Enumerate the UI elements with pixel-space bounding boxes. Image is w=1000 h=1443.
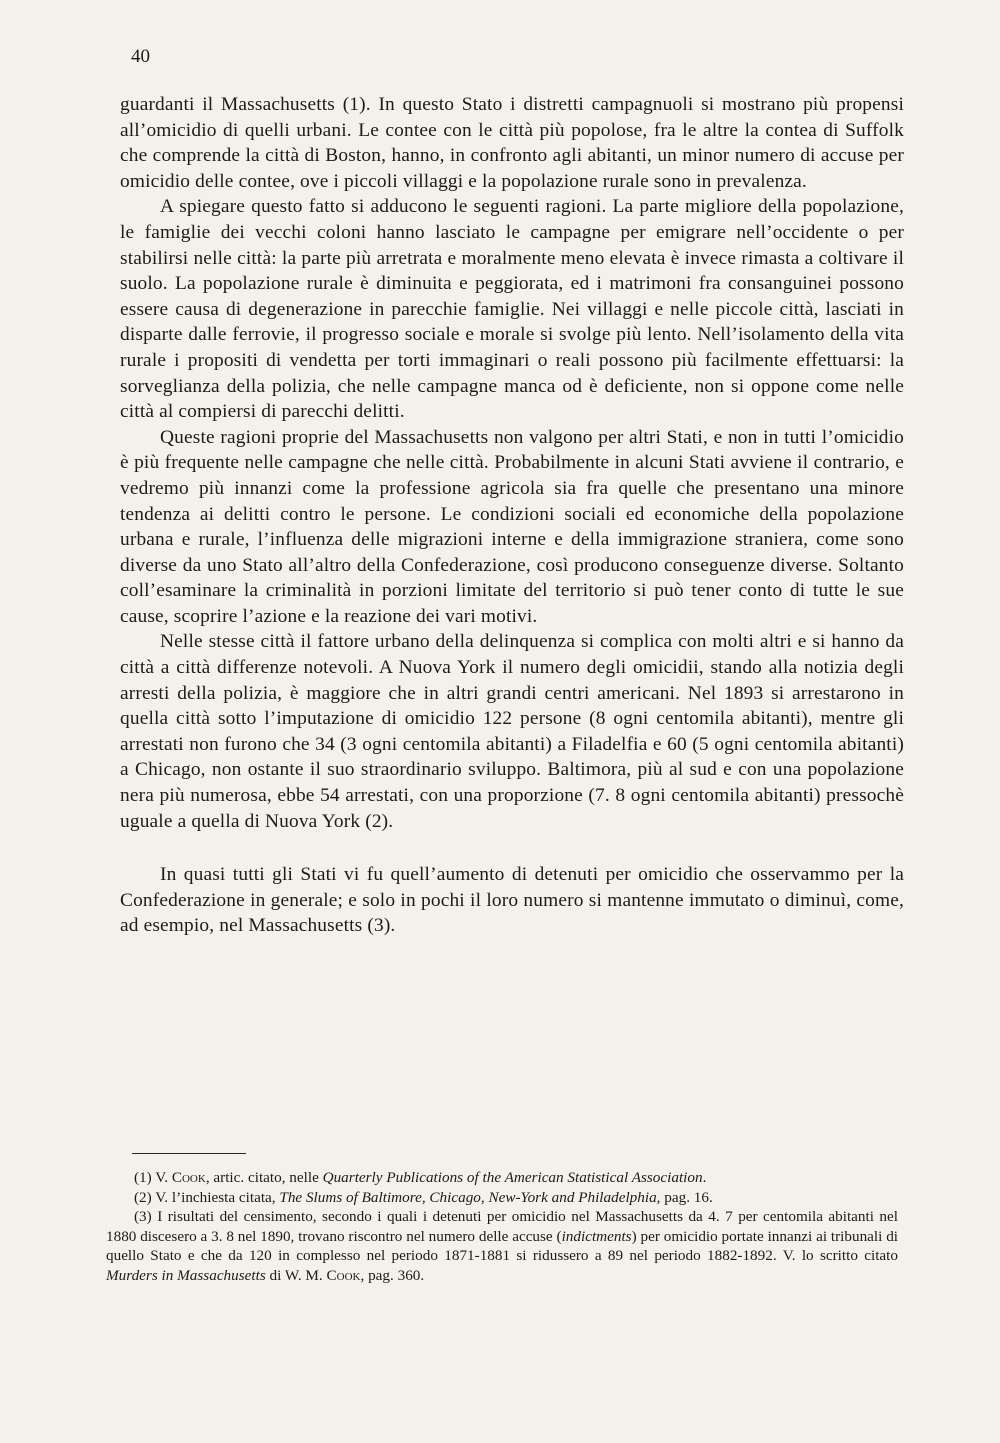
footnote-text: . [702,1169,707,1186]
footnote-text: ) per omicidio portate innanzi ai tribunali di quello Stato e che da 120 in complesso nel periodo 1871-1881 si ridussero a 89 nel periodo 1882-1892. V. lo scritto citato [106,1227,899,1265]
paragraph-4: Nelle stesse città il fattore urbano della delinquenza si complica con molti altri e si hanno da città a città differenze notevoli. A Nuova York il numero degli omicidii, stando alla notizia degli arresti della polizia, è maggiore che in altri grandi centri americani. Nel 1893 si arrestarono in quella città sotto l’imputazione di omicidio 122 persone (8 ogni centomila abitanti), mentre gli arrestati non furono che 34 (3 ogni centomila abitanti) a Filadelfia e 60 (5 ogni centomila abitanti) a Chicago, non ostante il suo straordinario sviluppo. Baltimora, più al sud e con una popolazione nera più numerosa, ebbe 54 arrestati, con una proporzione (7. 8 ogni centomila abitanti) pressochè uguale a quella di Nuova York (2). [120,631,904,832]
footnote-1 [106,1168,898,1188]
footnote-2 [106,1188,898,1208]
footnote-separator [132,1153,246,1154]
body-text [120,92,904,939]
cited-title: Quarterly Publications of the American Statistical Association [322,1169,703,1186]
footnote-text: , pag. 360. [360,1266,425,1284]
footnote-text: , artic. citato, nelle [205,1169,323,1186]
footnote-3 [106,1207,898,1285]
page-number: 40 [131,46,150,67]
footnote-text: I risultati del censimento, secondo i quali i detenuti per omicidio nel Massachusetts da 4. 7 per centomila abitanti nel 1880 discesero a 3. 8 nel 1890, trovano riscontro nel numero delle accuse ( [106,1208,898,1245]
cited-title: The Slums of Baltimore, Chicago, New-York and Philadelphia [279,1188,657,1206]
footnote-marker: (2) [134,1188,152,1206]
paragraph-1: guardanti il Massachusetts (1). In questo Stato i distretti campagnuoli si mostrano più propensi all’omicidio di quelli urbani. Le contee con le città più popolose, fra le altre la contea di Suffolk che comprende la città di Boston, hanno, in confronto agli abitanti, un minor numero di accuse per omicidio delle contee, ove i piccoli villaggi e la popolazione rurale sono in prevalenza. [120,94,904,192]
author-name: Cook [171,1169,206,1186]
footnote-text: di W. M. [265,1266,327,1284]
footnote-marker: (3) [134,1208,152,1226]
footnote-marker: (1) [134,1169,152,1186]
footnote-text: , pag. 16. [656,1188,713,1206]
paragraph-3: Queste ragioni proprie del Massachusetts non valgono per altri Stati, e non in tutti l’omicidio è più frequente nelle campagne che nelle città. Probabilmente in alcuni Stati avviene il contrario, e vedremo più innanzi come la professione agricola sia fra quelle che presentano una minore tendenza ai delitti contro le persone. Le condizioni sociali ed economiche della popolazione urbana e rurale, l’influenza delle migrazioni interne e della immigrazione straniera, come sono diverse da uno Stato all’altro della Confederazione, così producono conseguenze diverse. Soltanto coll’esaminare la criminalità in porzioni limitate del territorio si può tener conto di tutte le sue cause, scoprire l’azione e la reazione dei vari motivi. [120,426,904,627]
paragraph-5: In quasi tutti gli Stati vi fu quell’aumento di detenuti per omicidio che osservammo per la Confederazione in generale; e solo in pochi il loro numero si mantenne immutato o diminuì, come, ad esempio, nel Massachusetts (3). [120,864,904,937]
footnote-text: V. [151,1169,172,1186]
author-name: Cook [326,1266,361,1284]
paragraph-2: A spiegare questo fatto si adducono le seguenti ragioni. La parte migliore della popolazione, le famiglie dei vecchi coloni hanno lasciato le campagne per emigrare nell’occidente o per stabilirsi nelle città: la parte più arretrata e moralmente meno elevata è invece rimasta a coltivare il suolo. La popolazione rurale è diminuita e peggiorata, ed i matrimoni fra consanguinei possono essere causa di degenerazione in parecchie famiglie. Nei villaggi e nelle piccole città, lasciati in disparte dalle ferrovie, il progresso sociale e morale si svolge più lento. Nell’isolamento della vita rurale i propositi di vendetta per torti immaginari o reali possono più facilmente effettuarsi: la sorveglianza della polizia, che nelle campagne manca od è deficiente, non si oppone come nelle città al compiersi di parecchi delitti. [120,196,904,423]
cited-title: Murders in Massachusetts [106,1266,266,1284]
footnote-text: V. l’inchiesta citata, [151,1188,280,1206]
footnotes [106,1168,898,1286]
italic-term: indictments [561,1227,632,1245]
